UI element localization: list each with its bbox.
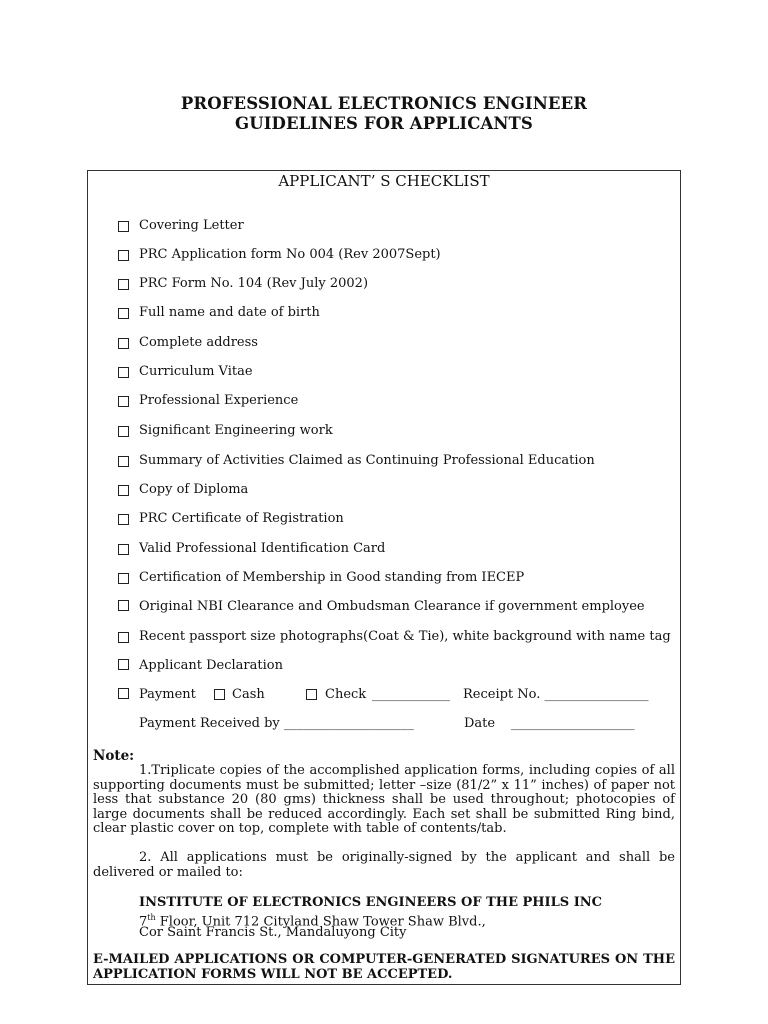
receipt-number-field[interactable]: Receipt No. ________________ bbox=[463, 687, 649, 702]
date-label: Date bbox=[464, 716, 496, 731]
payment-received-by-field[interactable]: Payment Received by ____________________ bbox=[139, 716, 414, 731]
checklist-item-label: Complete address bbox=[139, 335, 258, 350]
checklist-item-label: Significant Engineering work bbox=[139, 423, 333, 438]
checkbox[interactable] bbox=[118, 367, 129, 378]
address-line-1-text: Floor, Unit 712 Cityland Shaw Tower Shaw Blvd., bbox=[155, 914, 486, 930]
checklist-item-label: Original NBI Clearance and Ombudsman Clearance if government employee bbox=[139, 599, 645, 614]
checklist-item-label: PRC Form No. 104 (Rev July 2002) bbox=[139, 276, 369, 291]
checkbox[interactable] bbox=[118, 600, 129, 611]
checklist-item-label: Curriculum Vitae bbox=[139, 364, 253, 379]
document-title: PROFESSIONAL ELECTRONICS ENGINEER bbox=[180, 94, 588, 113]
document-subtitle: GUIDELINES FOR APPLICANTS bbox=[235, 114, 533, 133]
checklist-item-label: Copy of Diploma bbox=[139, 482, 249, 497]
date-blank[interactable]: ___________________ bbox=[511, 716, 635, 731]
check-label: Check bbox=[325, 687, 367, 702]
address-line-2: Cor Saint Francis St., Mandaluyong City bbox=[139, 925, 407, 940]
checklist-item-label: Recent passport size photographs(Coat & Tie), white background with name tag bbox=[139, 629, 671, 644]
payment-label: Payment bbox=[139, 687, 196, 702]
cash-checkbox[interactable] bbox=[214, 689, 225, 700]
checkbox[interactable] bbox=[118, 632, 129, 643]
checkbox[interactable] bbox=[118, 514, 129, 525]
note-heading: Note: bbox=[93, 748, 135, 764]
checkbox[interactable] bbox=[118, 456, 129, 467]
checklist-item-label: Applicant Declaration bbox=[139, 658, 283, 673]
checklist-title: APPLICANT’ S CHECKLIST bbox=[278, 172, 490, 190]
checkbox[interactable] bbox=[118, 426, 129, 437]
checklist-item-label: PRC Application form No 004 (Rev 2007Sept) bbox=[139, 247, 441, 262]
checklist-item-label: Summary of Activities Claimed as Continuing Professional Education bbox=[139, 453, 595, 468]
checklist-item-label: Professional Experience bbox=[139, 393, 299, 408]
note-1: 1.Triplicate copies of the accomplished application forms, including copies of all supporting documents must be submitted; letter –size (81/2” x 11” inches) of paper not less that substance 20 (80 gms) thickness shall be used throughout; photocopies of large documents shall be reduced accordingly. Each set shall be submitted Ring bind, clear plastic cover on top, complete with table of contents/tab. bbox=[93, 763, 675, 837]
warning-notice: E-MAILED APPLICATIONS OR COMPUTER-GENERATED SIGNATURES ON THE APPLICATION FORMS WILL NOT BE ACCEPTED. bbox=[93, 952, 675, 982]
institute-name: INSTITUTE OF ELECTRONICS ENGINEERS OF THE PHILS INC bbox=[139, 895, 603, 910]
checkbox[interactable] bbox=[118, 573, 129, 584]
checkbox[interactable] bbox=[118, 221, 129, 232]
checklist-item-label: Covering Letter bbox=[139, 218, 244, 233]
cash-label: Cash bbox=[232, 687, 265, 702]
check-number-blank[interactable]: ____________ bbox=[372, 687, 450, 702]
check-checkbox[interactable] bbox=[306, 689, 317, 700]
floor-number: 7 bbox=[139, 914, 148, 930]
checkbox[interactable] bbox=[118, 659, 129, 670]
checkbox[interactable] bbox=[118, 250, 129, 261]
checklist-item-label: Valid Professional Identification Card bbox=[139, 541, 386, 556]
checkbox[interactable] bbox=[118, 279, 129, 290]
checklist-item-label: PRC Certificate of Registration bbox=[139, 511, 344, 526]
payment-checkbox[interactable] bbox=[118, 688, 129, 699]
checkbox[interactable] bbox=[118, 308, 129, 319]
checkbox[interactable] bbox=[118, 396, 129, 407]
note-2: 2. All applications must be originally-signed by the applicant and shall be delivered or mailed to: bbox=[93, 850, 675, 880]
checkbox[interactable] bbox=[118, 338, 129, 349]
checklist-item-label: Full name and date of birth bbox=[139, 305, 320, 320]
floor-suffix: th bbox=[147, 913, 156, 922]
checklist-item-label: Certification of Membership in Good standing from IECEP bbox=[139, 570, 525, 585]
checkbox[interactable] bbox=[118, 485, 129, 496]
checkbox[interactable] bbox=[118, 544, 129, 555]
